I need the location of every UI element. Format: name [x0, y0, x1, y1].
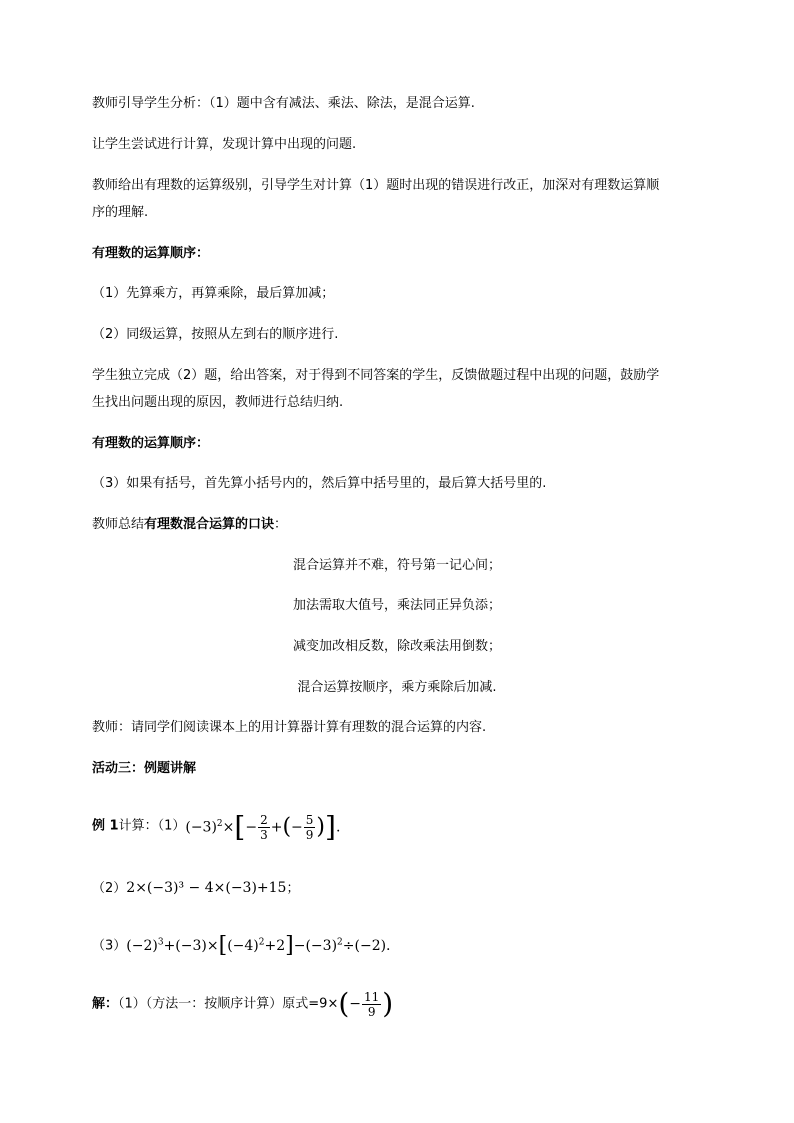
p5-end: ： [274, 517, 288, 532]
rule-2: （2）同级运算，按照从左到右的顺序进行. [92, 327, 339, 342]
example-3 [92, 928, 391, 956]
example-1-expression: $(-3)^2\times[-$ $\frac{2}{3}$ +(− $\frac{5}{9}$ )]. [185, 810, 341, 844]
heading-activity-3: 活动三：例题讲解 [92, 761, 197, 776]
paragraph-6: 教师：请同学们阅读课本上的用计算器计算有理数的混合运算的内容. [92, 720, 487, 735]
example-1 [92, 800, 340, 848]
solution-line [92, 984, 393, 1024]
heading-order-2: 有理数的运算顺序： [92, 436, 210, 451]
example-3-expression: $(-2)^3+(-3)\times[(-4)^2+2]-(-3)^2\div(-2)$. [126, 932, 391, 958]
example-1-text: 计算：（1） [118, 818, 186, 834]
rule-3: （3）如果有括号，首先算小括号内的，然后算中括号里的，最后算大括号里的. [92, 476, 547, 491]
poem-line-4: 混合运算按顺序，乘方乘除后加减. [297, 680, 497, 695]
solution-text: （1）（方法一：按顺序计算）原式=9× [118, 996, 339, 1012]
paragraph-1: 教师引导学生分析：（1）题中含有减法、乘法、除法，是混合运算. [92, 96, 475, 111]
paragraph-2: 让学生尝试进行计算，发现计算中出现的问题. [92, 137, 357, 152]
paragraph-4a: 学生独立完成（2）题，给出答案，对于得到不同答案的学生，反馈做题过程中出现的问题，鼓励学 [92, 368, 660, 383]
fraction-two-thirds: $\frac{2}{3}$ [260, 813, 268, 843]
example-2-label: （2） [92, 881, 127, 896]
solution-label: 解： [92, 996, 119, 1012]
rule-1: （1）先算乘方，再算乘除，最后算加减； [92, 286, 335, 301]
solution-expression: (− $\frac{11}{9}$ ) [338, 987, 394, 1020]
heading-order-1: 有理数的运算顺序： [92, 246, 210, 261]
example-1-label: 例 1 [92, 818, 119, 834]
fraction-five-ninths: $\frac{5}{9}$ [305, 813, 314, 843]
paragraph-3b: 序的理解. [92, 205, 149, 220]
example-2-end: ； [286, 881, 300, 896]
poem-line-1: 混合运算并不难，符号第一记心间； [292, 558, 501, 573]
p5-plain: 教师总结 [92, 517, 145, 532]
p5-bold: 有理数混合运算的口诀 [144, 517, 275, 532]
paragraph-3a: 教师给出有理数的运算级别，引导学生对计算（1）题时出现的错误进行改正，加深对有理数运算顺 [92, 178, 660, 193]
poem-line-3: 减变加改相反数，除改乘法用倒数； [292, 639, 501, 654]
fraction-eleven-ninths: $\frac{11}{9}$ [364, 989, 380, 1019]
poem-line-2: 加法需取大值号，乘法同正异负添； [292, 598, 501, 613]
paragraph-5 [92, 515, 287, 535]
example-2-expression: 2×(−3)³ − 4×(−3)+15 [126, 880, 287, 896]
example-3-label: （3） [92, 938, 127, 954]
paragraph-4b: 生找出问题出现的原因，教师进行总结归纳. [92, 395, 344, 410]
example-2 [92, 878, 299, 899]
